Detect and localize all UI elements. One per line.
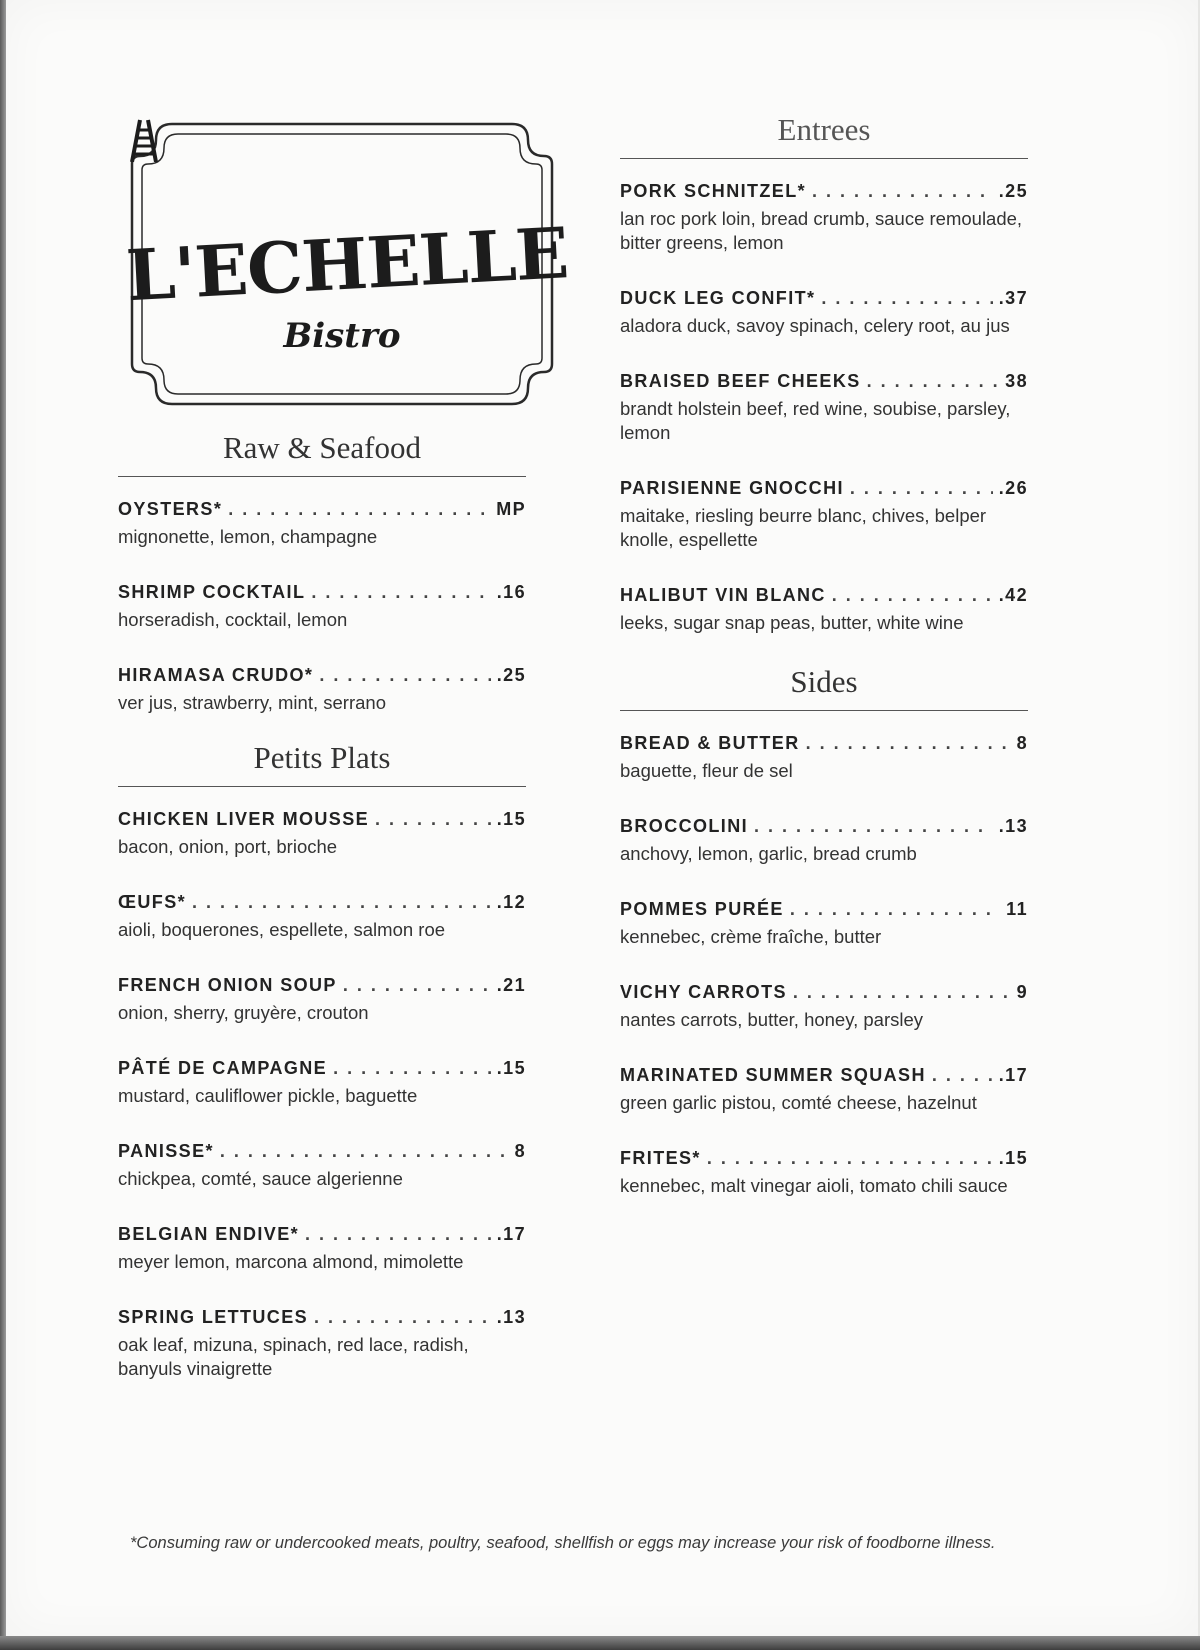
menu-item-name: OYSTERS* [118,499,223,519]
menu-item-name: PANISSE* [118,1141,214,1161]
menu-item-description: bacon, onion, port, brioche [118,836,338,857]
menu-item-header [620,371,1028,392]
menu-item [118,499,526,549]
menu-item [118,665,526,715]
dot-leader [832,585,993,606]
menu-item-price: .13 [998,816,1028,836]
menu-item [620,1065,1028,1115]
menu-item-name: BREAD & BUTTER [620,733,800,753]
menu-item-price: .25 [998,181,1028,201]
dot-leader [343,975,491,996]
menu-item-header [620,1065,1028,1086]
menu-item-header [118,809,526,830]
menu-item [620,371,1028,445]
section-sides [620,664,1028,1231]
menu-item-description: oak leaf, mizuna, spinach, red lace, radish, banyuls vinaigrette [118,1334,469,1379]
menu-item-header [118,582,526,603]
menu-item-name: SHRIMP COCKTAIL [118,582,306,602]
dot-leader [333,1058,491,1079]
menu-item-price: .21 [496,975,526,995]
menu-item-header [620,478,1028,499]
menu-item-name: HALIBUT VIN BLANC [620,585,826,605]
menu-item-header [118,1224,526,1245]
menu-item-price: .16 [496,582,526,602]
section-entrees [620,112,1028,668]
menu-item-price: .13 [496,1307,526,1327]
dot-leader [932,1065,993,1086]
menu-item-header [620,899,1028,920]
dot-leader [867,371,1000,392]
menu-item-description: anchovy, lemon, garlic, bread crumb [620,843,917,864]
menu-item-name: BROCCOLINI [620,816,748,836]
menu-item-description: lan roc pork loin, bread crumb, sauce remoulade, bitter greens, lemon [620,208,1023,253]
dot-leader [793,982,1011,1003]
menu-item-price: 38 [1005,371,1028,391]
section-title: Sides [620,664,1028,711]
menu-item-price: .12 [496,892,526,912]
menu-item [118,809,526,859]
menu-item-price: .37 [998,288,1028,308]
restaurant-name: L'ECHELLE [124,211,570,318]
menu-item-header [118,975,526,996]
menu-item-header [118,892,526,913]
menu-item-header [118,1058,526,1079]
section-petits-plats [118,740,526,1414]
menu-item [620,585,1028,635]
menu-item [620,1148,1028,1198]
menu-item [118,1058,526,1108]
menu-item-name: CHICKEN LIVER MOUSSE [118,809,370,829]
menu-item-name: FRITES* [620,1148,701,1168]
restaurant-logo [124,118,570,410]
menu-item-header [620,982,1028,1003]
menu-item [118,892,526,942]
menu-page [6,0,1198,1636]
menu-item-description: aioli, boquerones, espellete, salmon roe [118,919,446,940]
menu-item-description: brandt holstein beef, red wine, soubise, parsley, lemon [620,398,1011,443]
dot-leader [305,1224,491,1245]
menu-item [620,816,1028,866]
menu-item-description: aladora duck, savoy spinach, celery root, au jus [620,315,1010,336]
menu-item-header [620,816,1028,837]
dot-leader [228,499,490,520]
menu-item-description: leeks, sugar snap peas, butter, white wine [620,612,964,633]
page-bottom-edge [0,1636,1200,1650]
section-title: Entrees [620,112,1028,159]
section-title: Petits Plats [118,740,526,787]
menu-item-description: chickpea, comté, sauce algerienne [118,1168,403,1189]
menu-item-name: PÂTÉ DE CAMPAGNE [118,1058,328,1078]
menu-item-price: 11 [1006,899,1028,919]
dot-leader [192,892,491,913]
menu-item-header [620,1148,1028,1169]
menu-item-price: 9 [1016,982,1028,1002]
menu-item-price: .26 [998,478,1028,498]
menu-item-name: HIRAMASA CRUDO* [118,665,314,685]
menu-item-name: MARINATED SUMMER SQUASH [620,1065,926,1085]
menu-item-header [118,1307,526,1328]
menu-item-name: BRAISED BEEF CHEEKS [620,371,861,391]
menu-item-description: kennebec, crème fraîche, butter [620,926,882,947]
restaurant-subtitle: Bistro [283,316,401,356]
menu-item-description: nantes carrots, butter, honey, parsley [620,1009,924,1030]
menu-item-header [118,665,526,686]
ladder-icon [126,118,166,162]
menu-item [118,1224,526,1274]
menu-item-description: mustard, cauliflower pickle, baguette [118,1085,418,1106]
menu-item-price: .15 [496,1058,526,1078]
menu-item-name: PARISIENNE GNOCCHI [620,478,844,498]
dot-leader [790,899,1000,920]
menu-item-description: baguette, fleur de sel [620,760,793,781]
dot-leader [754,816,993,837]
menu-item-name: BELGIAN ENDIVE* [118,1224,300,1244]
menu-item-description: green garlic pistou, comté cheese, hazelnut [620,1092,977,1113]
dot-leader [850,478,993,499]
section-raw-seafood [118,430,526,748]
menu-item [620,181,1028,255]
dot-leader [821,288,992,309]
menu-item-description: horseradish, cocktail, lemon [118,609,348,630]
dot-leader [806,733,1011,754]
menu-item-price: 8 [1016,733,1028,753]
menu-item-header [118,1141,526,1162]
menu-item-name: SPRING LETTUCES [118,1307,309,1327]
menu-item-name: PORK SCHNITZEL* [620,181,807,201]
menu-item-header [620,585,1028,606]
menu-item [620,733,1028,783]
dot-leader [319,665,490,686]
section-title: Raw & Seafood [118,430,526,477]
menu-item [118,1307,526,1381]
dot-leader [314,1307,491,1328]
dot-leader [707,1148,993,1169]
menu-item [620,982,1028,1032]
menu-item-price: 8 [514,1141,526,1161]
menu-item-price: .42 [998,585,1028,605]
menu-item [620,288,1028,338]
menu-item [118,1141,526,1191]
menu-item [620,899,1028,949]
menu-item-price: .25 [496,665,526,685]
menu-item-header [620,288,1028,309]
menu-item [620,478,1028,552]
menu-item-price: MP [496,499,526,519]
menu-item-description: meyer lemon, marcona almond, mimolette [118,1251,464,1272]
menu-item-description: ver jus, strawberry, mint, serrano [118,692,386,713]
menu-item-header [620,733,1028,754]
menu-item [118,582,526,632]
menu-item-price: .15 [998,1148,1028,1168]
menu-item-price: .17 [496,1224,526,1244]
menu-item-description: kennebec, malt vinegar aioli, tomato chili sauce [620,1175,1008,1196]
menu-item-name: FRENCH ONION SOUP [118,975,337,995]
menu-item-name: ŒUFS* [118,892,187,912]
menu-item-description: maitake, riesling beurre blanc, chives, belper knolle, espellette [620,505,987,550]
menu-item-price: .17 [998,1065,1028,1085]
menu-item [118,975,526,1025]
menu-item-price: .15 [496,809,526,829]
dot-leader [812,181,993,202]
footnote: *Consuming raw or undercooked meats, poultry, seafood, shellfish or eggs may increase your risk of foodborne illness. [130,1534,996,1552]
dot-leader [311,582,490,603]
dot-leader [220,1141,509,1162]
menu-item-header [118,499,526,520]
menu-item-description: mignonette, lemon, champagne [118,526,378,547]
menu-item-description: onion, sherry, gruyère, crouton [118,1002,369,1023]
menu-item-name: VICHY CARROTS [620,982,787,1002]
dot-leader [375,809,491,830]
menu-item-name: DUCK LEG CONFIT* [620,288,816,308]
menu-item-name: POMMES PURÉE [620,899,784,919]
menu-item-header [620,181,1028,202]
